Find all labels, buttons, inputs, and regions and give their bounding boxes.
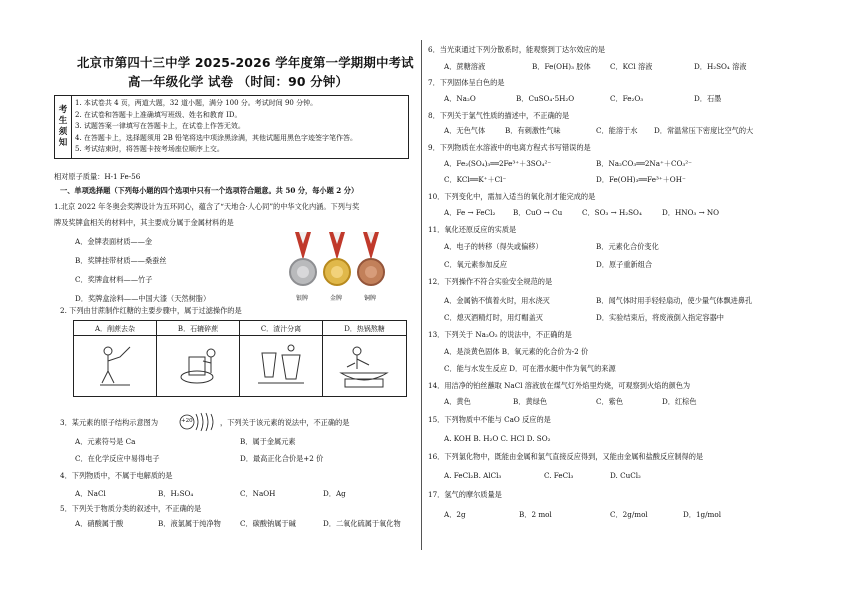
filtering-illustration <box>256 343 306 389</box>
q7-option-c: C．Fe₂O₃ <box>610 94 644 103</box>
q6-option-a: A．蔗糖溶液 <box>444 62 486 71</box>
q2-option-d: D．热锅熬糖 <box>344 325 385 333</box>
q8-option-a: A．无色气体 <box>444 126 486 135</box>
q6-option-d: D．H₂SO₄ 溶液 <box>694 62 747 71</box>
exam-title-line1: 北京市第四十三中学 2025-2026 学年度第一学期期中考试 <box>77 55 414 70</box>
gold-medal <box>324 232 350 285</box>
q12-stem: 12．下列操作不符合实验安全规范的是 <box>428 277 553 286</box>
q11-option-c: C．氧元素参加反应 <box>444 260 508 269</box>
medal-label-bronze: 铜牌 <box>364 295 377 302</box>
q8-stem: 8．下列关于氯气性质的描述中，不正确的是 <box>428 111 570 120</box>
q2-stem: 2. 下列由甘蔗制作红糖的主要步骤中，属于过滤操作的是 <box>60 306 242 315</box>
notice-item: 4. 在答题卡上，选择题须用 2B 铅笔将选中项涂黑涂满，其他试题用黑色字迹签字笔作答。 <box>75 133 357 142</box>
notice-item: 5. 考试结束时，将答题卡按考场座位顺序上交。 <box>75 145 224 154</box>
q14-option-d: D．红棕色 <box>662 397 697 406</box>
medal-label-gold: 金牌 <box>330 295 343 302</box>
q16-option-ab: A. FeCl₂B. AlCl₃ <box>444 471 502 480</box>
q10-stem: 10．下列变化中，需加入适当的氧化剂才能完成的是 <box>428 192 596 201</box>
boiling-sugar-illustration <box>337 343 391 389</box>
q4-option-a: A．NaCl <box>75 489 106 498</box>
q16-option-c: C. FeCl₃ <box>544 471 574 480</box>
silver-medal <box>290 232 316 285</box>
q17-stem: 17．氢气的摩尔质量是 <box>428 490 502 499</box>
q10-option-a: A．Fe → FeCl₂ <box>444 208 496 217</box>
q11-option-a: A．电子的转移（得失或偏移） <box>444 242 543 251</box>
exam-title-line2: 高一年级化学 试卷 （时间：90 分钟） <box>128 74 349 89</box>
q1-option-a: A．金牌表面材质——金 <box>75 237 153 246</box>
q8-option-c: C．能溶于水 <box>596 126 638 135</box>
q16-option-d: D. CuCl₂ <box>610 471 641 480</box>
bronze-medal <box>358 232 384 285</box>
q9-option-d: D．Fe(OH)₃══Fe³⁺＋OH⁻ <box>596 175 686 184</box>
atomic-mass-note: 相对原子质量：H-1 Fe-56 <box>54 172 141 181</box>
q7-option-d: D．石墨 <box>694 94 722 103</box>
q9-stem: 9．下列物质在水溶液中的电离方程式书写错误的是 <box>428 143 591 152</box>
q8-option-b: B．有刺激性气味 <box>505 126 561 135</box>
q9-option-a: A．Fe₂(SO₄)₃══2Fe³⁺＋3SO₄²⁻ <box>444 159 552 168</box>
q12-option-c: C．熄灭酒精灯时，用灯帽盖灭 <box>444 313 543 322</box>
q17-option-a: A．2g <box>444 510 466 519</box>
medal-label-silver: 银牌 <box>296 295 309 302</box>
q13-option-ab: A．是淡黄色固体 B．氧元素的化合价为-2 价 <box>444 347 589 356</box>
q11-option-d: D．原子重新组合 <box>596 260 653 269</box>
q1-option-b: B．奖牌挂带材质——桑蚕丝 <box>75 256 167 265</box>
crushing-cane-illustration <box>175 343 221 389</box>
notice-box <box>54 95 409 159</box>
q2-option-b: B．石辘碎蔗 <box>177 325 219 333</box>
q13-option-cd: C．能与水发生反应 D．可在潜水艇中作为氧气的来源 <box>444 364 616 373</box>
q9-option-b: B．Na₂CO₃══2Na⁺＋CO₃²⁻ <box>596 159 692 168</box>
q9-option-c: C．KCl══K⁺＋Cl⁻ <box>444 175 507 184</box>
q3-option-c: C．在化学反应中易得电子 <box>75 454 160 463</box>
q5-stem: 5．下列关于物质分类的叙述中，不正确的是 <box>60 504 202 513</box>
q12-option-b: B．闻气体时用手轻轻扇动，使少量气体飘进鼻孔 <box>596 296 753 305</box>
q15-stem: 15．下列物质中不能与 CaO 反应的是 <box>428 415 551 424</box>
q10-option-c: C．SO₃ → H₂SO₄ <box>582 208 642 217</box>
q11-stem: 11．氧化还原反应的实质是 <box>428 225 517 234</box>
q8-option-d: D．常温常压下密度比空气的大 <box>654 126 754 135</box>
q3-stem-part2: ，下列关于该元素的说法中，不正确的是 <box>220 418 350 427</box>
step-cell <box>157 321 240 396</box>
section-heading: 一、单项选择题（下列每小题的四个选项中只有一个选项符合题意。共 50 分，每小题 2 分） <box>60 186 359 195</box>
q4-stem: 4．下列物质中，不属于电解质的是 <box>60 471 173 480</box>
q1-option-d: D．奖牌盒涂料——中国大漆（天然树脂） <box>75 294 211 303</box>
q3-stem-part1: 3．某元素的原子结构示意图为 <box>60 418 159 427</box>
q1-option-c: C．奖牌盒材料——竹子 <box>75 275 153 284</box>
q17-option-b: B．2 mol <box>519 510 552 519</box>
q14-stem: 14．用洁净的铂丝蘸取 NaCl 溶液放在煤气灯外焰里灼烧，可观察到火焰的颜色为 <box>428 381 691 390</box>
q4-option-b: B．H₂SO₄ <box>158 489 194 498</box>
q5-option-c: C．碳酸钠属于碱 <box>240 519 296 528</box>
olympic-medals-image <box>289 230 399 302</box>
q3-option-d: D．最高正化合价是+2 价 <box>240 454 324 463</box>
q4-option-c: C．NaOH <box>240 489 276 498</box>
q2-option-a: A．削蔗去杂 <box>94 325 136 333</box>
step-cell <box>74 321 157 396</box>
notice-item: 1. 本试卷共 4 页，两道大题，32 道小题，满分 100 分。考试时间 90 分钟。 <box>75 99 318 107</box>
q5-option-d: D．二氧化硫属于氧化物 <box>323 519 401 528</box>
q17-option-c: C．2g/mol <box>610 510 648 519</box>
q3-option-b: B．属于金属元素 <box>240 437 296 446</box>
q1-stem-line2: 牌及奖牌盒相关的材料中，其主要成分属于金属材料的是 <box>54 218 234 227</box>
q4-option-d: D．Ag <box>323 489 346 498</box>
q17-option-d: D．1g/mol <box>683 510 721 519</box>
q7-stem: 7．下列固体呈白色的是 <box>428 78 505 87</box>
column-divider <box>421 40 422 550</box>
q10-option-b: B．CuO → Cu <box>513 208 563 217</box>
q14-option-c: C．紫色 <box>596 397 624 406</box>
q5-option-b: B．液氯属于纯净物 <box>158 519 221 528</box>
notice-item: 3. 试题答案一律填写在答题卡上，在试卷上作答无效。 <box>75 122 245 131</box>
q13-stem: 13．下列关于 Na₂O₂ 的说法中，不正确的是 <box>428 330 572 339</box>
step-cell <box>240 321 323 396</box>
q15-options: A. KOH B. H₂O C. HCl D. SO₂ <box>444 434 551 443</box>
q5-option-a: A．硝酸属于酸 <box>75 519 124 528</box>
q11-option-b: B．元素化合价变化 <box>596 242 659 251</box>
notice-item: 2. 在试卷和答题卡上准确填写班级、姓名和教育 ID。 <box>75 110 242 119</box>
q3-option-a: A．元素符号是 Ca <box>75 437 136 446</box>
q1-stem-line1: 1.北京 2022 年冬奥会奖牌设计为五环同心，蕴含了“天地合·人心同”的中华文化内涵。下列与奖 <box>54 202 360 211</box>
q6-stem: 6．当光束通过下列分散系时，能观察到丁达尔效应的是 <box>428 45 606 54</box>
sugar-steps-table <box>73 320 407 397</box>
q14-option-a: A．黄色 <box>444 397 471 406</box>
q2-option-c: C．渣汁分离 <box>260 325 302 333</box>
q7-option-b: B．CuSO₄·5H₂O <box>516 94 575 103</box>
step-cell <box>323 321 406 396</box>
atom-nucleus-charge: +20 <box>181 418 193 424</box>
q7-option-a: A．Na₂O <box>444 94 476 103</box>
q14-option-b: B．黄绿色 <box>513 397 548 406</box>
cutting-cane-illustration <box>96 343 134 389</box>
q10-option-d: D．HNO₃ → NO <box>662 208 720 217</box>
q6-option-c: C．KCl 溶液 <box>610 62 653 71</box>
q12-option-a: A．金属钠不慎着火时，用水浇灭 <box>444 296 550 305</box>
q6-option-b: B．Fe(OH)₃ 胶体 <box>532 62 591 71</box>
q16-stem: 16．下列氯化物中，既能由金属和氯气直接反应得到，又能由金属和盐酸反应制得的是 <box>428 452 704 461</box>
q12-option-d: D．实验结束后，将废液倒入指定容器中 <box>596 313 724 322</box>
notice-side-label: 考 生 须 知 <box>55 96 72 158</box>
